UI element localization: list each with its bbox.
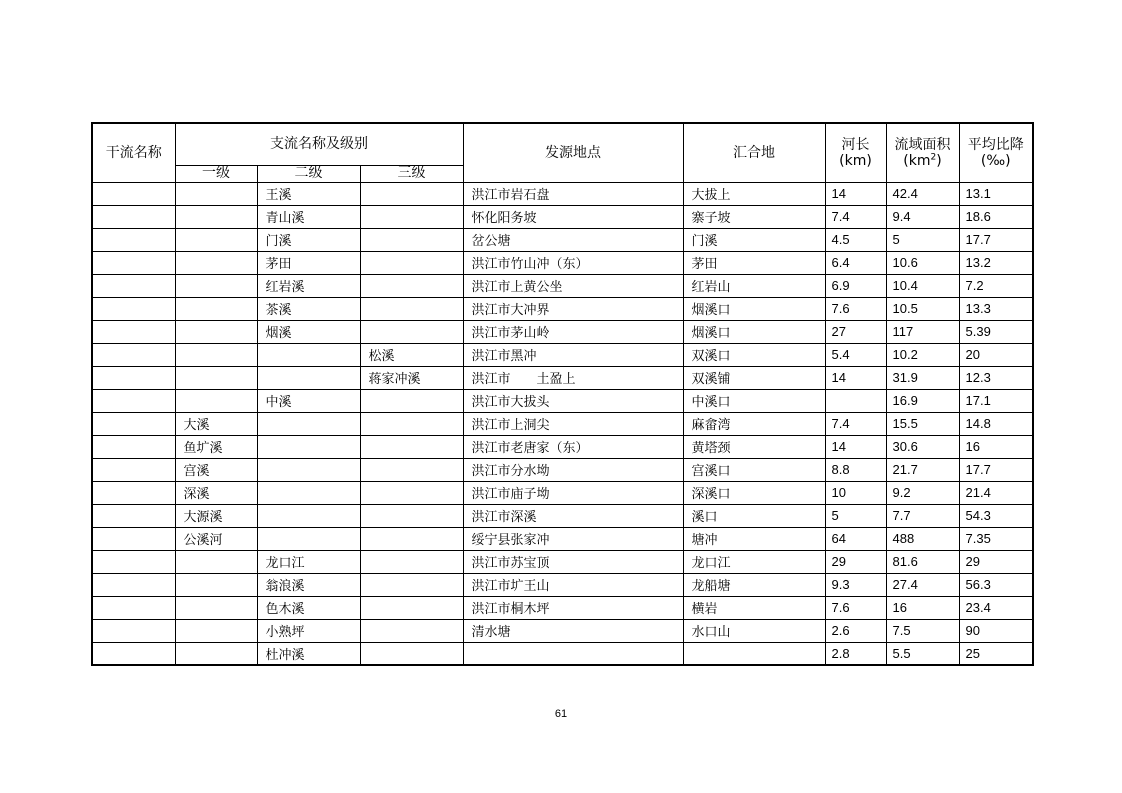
cell-source: 洪江市圹王山 [463, 573, 683, 596]
cell-level1: 宫溪 [175, 458, 257, 481]
cell-trunk [92, 251, 175, 274]
cell-level3 [360, 527, 463, 550]
cell-length: 2.6 [825, 619, 886, 642]
cell-source: 清水塘 [463, 619, 683, 642]
cell-trunk [92, 228, 175, 251]
cell-level3 [360, 182, 463, 205]
cell-source: 洪江市 土盈上 [463, 366, 683, 389]
table-row [92, 343, 1033, 366]
cell-length: 29 [825, 550, 886, 573]
cell-trunk [92, 389, 175, 412]
cell-level2: 小熟坪 [257, 619, 360, 642]
cell-level3 [360, 297, 463, 320]
cell-trunk [92, 458, 175, 481]
cell-area: 10.2 [886, 343, 959, 366]
cell-level3 [360, 504, 463, 527]
cell-level1: 公溪河 [175, 527, 257, 550]
table-row [92, 297, 1033, 320]
cell-area: 42.4 [886, 182, 959, 205]
cell-area: 16 [886, 596, 959, 619]
cell-source [463, 642, 683, 665]
table-row [92, 619, 1033, 642]
header-slope [959, 123, 1033, 182]
cell-trunk [92, 297, 175, 320]
table-row [92, 550, 1033, 573]
header-level3: 三级 [360, 165, 463, 182]
table-row [92, 182, 1033, 205]
cell-confluence: 烟溪口 [683, 320, 825, 343]
cell-trunk [92, 527, 175, 550]
cell-source: 洪江市大冲界 [463, 297, 683, 320]
header-source: 发源地点 [463, 123, 683, 182]
header-trunk: 干流名称 [92, 123, 175, 182]
table-row [92, 274, 1033, 297]
cell-length: 7.6 [825, 596, 886, 619]
cell-level2: 色木溪 [257, 596, 360, 619]
cell-confluence: 大拔上 [683, 182, 825, 205]
cell-length: 4.5 [825, 228, 886, 251]
cell-length: 5.4 [825, 343, 886, 366]
cell-length: 10 [825, 481, 886, 504]
cell-level2: 翁浪溪 [257, 573, 360, 596]
cell-length: 9.3 [825, 573, 886, 596]
cell-source: 洪江市竹山冲（东） [463, 251, 683, 274]
cell-slope: 14.8 [959, 412, 1033, 435]
header-length-line2: (km) [839, 152, 872, 169]
cell-level2: 王溪 [257, 182, 360, 205]
cell-level2: 烟溪 [257, 320, 360, 343]
table-row [92, 412, 1033, 435]
cell-area: 21.7 [886, 458, 959, 481]
cell-level1 [175, 297, 257, 320]
cell-trunk [92, 619, 175, 642]
cell-slope: 12.3 [959, 366, 1033, 389]
cell-level2: 茅田 [257, 251, 360, 274]
cell-level3 [360, 481, 463, 504]
cell-slope: 7.2 [959, 274, 1033, 297]
cell-level3 [360, 619, 463, 642]
cell-confluence: 水口山 [683, 619, 825, 642]
cell-level2: 青山溪 [257, 205, 360, 228]
cell-area: 10.5 [886, 297, 959, 320]
cell-level3 [360, 435, 463, 458]
cell-level1 [175, 550, 257, 573]
cell-length: 14 [825, 435, 886, 458]
cell-source: 洪江市岩石盘 [463, 182, 683, 205]
cell-slope: 13.1 [959, 182, 1033, 205]
cell-trunk [92, 343, 175, 366]
cell-area: 117 [886, 320, 959, 343]
cell-level2 [257, 435, 360, 458]
table-row [92, 527, 1033, 550]
cell-length: 2.8 [825, 642, 886, 665]
cell-confluence: 塘冲 [683, 527, 825, 550]
cell-slope: 54.3 [959, 504, 1033, 527]
cell-length: 14 [825, 366, 886, 389]
cell-level2: 茶溪 [257, 297, 360, 320]
cell-confluence: 黄塔颈 [683, 435, 825, 458]
cell-area: 81.6 [886, 550, 959, 573]
cell-level1 [175, 596, 257, 619]
cell-level1 [175, 205, 257, 228]
cell-slope: 18.6 [959, 205, 1033, 228]
cell-slope: 90 [959, 619, 1033, 642]
cell-confluence: 红岩山 [683, 274, 825, 297]
table-row [92, 320, 1033, 343]
cell-level1 [175, 251, 257, 274]
cell-trunk [92, 320, 175, 343]
cell-area: 10.4 [886, 274, 959, 297]
table-row [92, 504, 1033, 527]
cell-length: 14 [825, 182, 886, 205]
cell-area: 31.9 [886, 366, 959, 389]
cell-level3 [360, 320, 463, 343]
cell-length [825, 389, 886, 412]
cell-trunk [92, 435, 175, 458]
cell-length: 8.8 [825, 458, 886, 481]
header-slope-line1: 平均比降 [967, 136, 1024, 153]
cell-length: 27 [825, 320, 886, 343]
cell-length: 7.4 [825, 205, 886, 228]
cell-confluence: 溪口 [683, 504, 825, 527]
cell-slope: 13.3 [959, 297, 1033, 320]
header-slope-line2: (‰) [980, 152, 1011, 169]
cell-level3 [360, 458, 463, 481]
cell-slope: 17.7 [959, 228, 1033, 251]
cell-trunk [92, 366, 175, 389]
cell-trunk [92, 642, 175, 665]
cell-length: 64 [825, 527, 886, 550]
cell-level2: 红岩溪 [257, 274, 360, 297]
cell-level1 [175, 642, 257, 665]
cell-trunk [92, 274, 175, 297]
header-level1: 一级 [175, 165, 257, 182]
table-row [92, 596, 1033, 619]
cell-source: 洪江市老唐家（东） [463, 435, 683, 458]
cell-level1 [175, 274, 257, 297]
cell-source: 绥宁县张家冲 [463, 527, 683, 550]
cell-level1 [175, 343, 257, 366]
cell-level1: 大溪 [175, 412, 257, 435]
cell-length: 6.4 [825, 251, 886, 274]
cell-trunk [92, 481, 175, 504]
cell-source: 洪江市大拔头 [463, 389, 683, 412]
cell-level3 [360, 412, 463, 435]
cell-source: 岔公塘 [463, 228, 683, 251]
cell-level3 [360, 550, 463, 573]
cell-length: 5 [825, 504, 886, 527]
cell-slope: 16 [959, 435, 1033, 458]
table-body [92, 182, 1033, 665]
cell-confluence: 宫溪口 [683, 458, 825, 481]
cell-slope: 56.3 [959, 573, 1033, 596]
cell-confluence: 烟溪口 [683, 297, 825, 320]
cell-level1: 鱼圹溪 [175, 435, 257, 458]
table-row [92, 435, 1033, 458]
cell-source: 洪江市庙子坳 [463, 481, 683, 504]
cell-trunk [92, 550, 175, 573]
cell-level1 [175, 320, 257, 343]
cell-area: 9.2 [886, 481, 959, 504]
cell-slope: 5.39 [959, 320, 1033, 343]
cell-confluence: 中溪口 [683, 389, 825, 412]
cell-area: 488 [886, 527, 959, 550]
cell-area: 16.9 [886, 389, 959, 412]
cell-source: 怀化阳务坡 [463, 205, 683, 228]
cell-slope: 23.4 [959, 596, 1033, 619]
table-row [92, 251, 1033, 274]
cell-area: 15.5 [886, 412, 959, 435]
cell-source: 洪江市苏宝顶 [463, 550, 683, 573]
cell-level3 [360, 251, 463, 274]
cell-level2 [257, 458, 360, 481]
cell-slope: 13.2 [959, 251, 1033, 274]
cell-source: 洪江市桐木坪 [463, 596, 683, 619]
cell-level2: 中溪 [257, 389, 360, 412]
cell-length: 7.6 [825, 297, 886, 320]
cell-level2 [257, 481, 360, 504]
table-row [92, 228, 1033, 251]
cell-level2: 龙口江 [257, 550, 360, 573]
cell-confluence: 麻畲湾 [683, 412, 825, 435]
river-tributary-table [91, 122, 1034, 666]
cell-level3 [360, 228, 463, 251]
cell-area: 10.6 [886, 251, 959, 274]
cell-length: 6.9 [825, 274, 886, 297]
header-branch-group: 支流名称及级别 [175, 123, 463, 165]
cell-area: 5.5 [886, 642, 959, 665]
header-area-line1: 流域面积 [894, 136, 951, 153]
table-row [92, 458, 1033, 481]
cell-level2: 门溪 [257, 228, 360, 251]
table-row [92, 573, 1033, 596]
cell-confluence: 双溪铺 [683, 366, 825, 389]
cell-area: 27.4 [886, 573, 959, 596]
header-area [886, 123, 959, 182]
cell-slope: 21.4 [959, 481, 1033, 504]
cell-level2 [257, 343, 360, 366]
cell-area: 30.6 [886, 435, 959, 458]
cell-source: 洪江市茅山岭 [463, 320, 683, 343]
header-level2: 二级 [257, 165, 360, 182]
cell-trunk [92, 205, 175, 228]
cell-slope: 20 [959, 343, 1033, 366]
cell-level1: 深溪 [175, 481, 257, 504]
header-confluence: 汇合地 [683, 123, 825, 182]
cell-level2 [257, 412, 360, 435]
table-row [92, 481, 1033, 504]
cell-source: 洪江市分水坳 [463, 458, 683, 481]
cell-slope: 17.7 [959, 458, 1033, 481]
header-length-line1: 河长 [841, 136, 870, 153]
cell-level2 [257, 504, 360, 527]
cell-confluence: 寨子坡 [683, 205, 825, 228]
cell-length: 7.4 [825, 412, 886, 435]
cell-trunk [92, 504, 175, 527]
cell-level3 [360, 596, 463, 619]
cell-level3 [360, 274, 463, 297]
cell-source: 洪江市黑冲 [463, 343, 683, 366]
cell-trunk [92, 182, 175, 205]
header-area-line2: $(km^2)$ [903, 152, 942, 169]
cell-slope: 7.35 [959, 527, 1033, 550]
cell-level1 [175, 573, 257, 596]
cell-area: 7.5 [886, 619, 959, 642]
cell-level3: 蒋家冲溪 [360, 366, 463, 389]
cell-area: 9.4 [886, 205, 959, 228]
cell-level3 [360, 205, 463, 228]
cell-confluence [683, 642, 825, 665]
cell-confluence: 深溪口 [683, 481, 825, 504]
cell-level3 [360, 573, 463, 596]
cell-level2 [257, 527, 360, 550]
table-row [92, 389, 1033, 412]
table-row [92, 205, 1033, 228]
cell-level1 [175, 619, 257, 642]
cell-level2 [257, 366, 360, 389]
cell-confluence: 双溪口 [683, 343, 825, 366]
header-length [825, 123, 886, 182]
cell-level1: 大源溪 [175, 504, 257, 527]
cell-source: 洪江市上黄公坐 [463, 274, 683, 297]
cell-level1 [175, 182, 257, 205]
cell-level3 [360, 642, 463, 665]
cell-confluence: 龙船塘 [683, 573, 825, 596]
cell-level1 [175, 389, 257, 412]
cell-slope: 29 [959, 550, 1033, 573]
cell-level1 [175, 366, 257, 389]
table-row [92, 366, 1033, 389]
cell-trunk [92, 573, 175, 596]
cell-slope: 17.1 [959, 389, 1033, 412]
cell-source: 洪江市深溪 [463, 504, 683, 527]
cell-level2: 杜冲溪 [257, 642, 360, 665]
cell-confluence: 龙口江 [683, 550, 825, 573]
cell-confluence: 茅田 [683, 251, 825, 274]
cell-trunk [92, 596, 175, 619]
cell-level1 [175, 228, 257, 251]
cell-confluence: 横岩 [683, 596, 825, 619]
table-row [92, 642, 1033, 665]
cell-area: 7.7 [886, 504, 959, 527]
cell-level3 [360, 389, 463, 412]
page-number: 61 [554, 708, 568, 720]
cell-confluence: 门溪 [683, 228, 825, 251]
cell-source: 洪江市上洞尖 [463, 412, 683, 435]
cell-trunk [92, 412, 175, 435]
cell-slope: 25 [959, 642, 1033, 665]
cell-level3: 松溪 [360, 343, 463, 366]
cell-area: 5 [886, 228, 959, 251]
